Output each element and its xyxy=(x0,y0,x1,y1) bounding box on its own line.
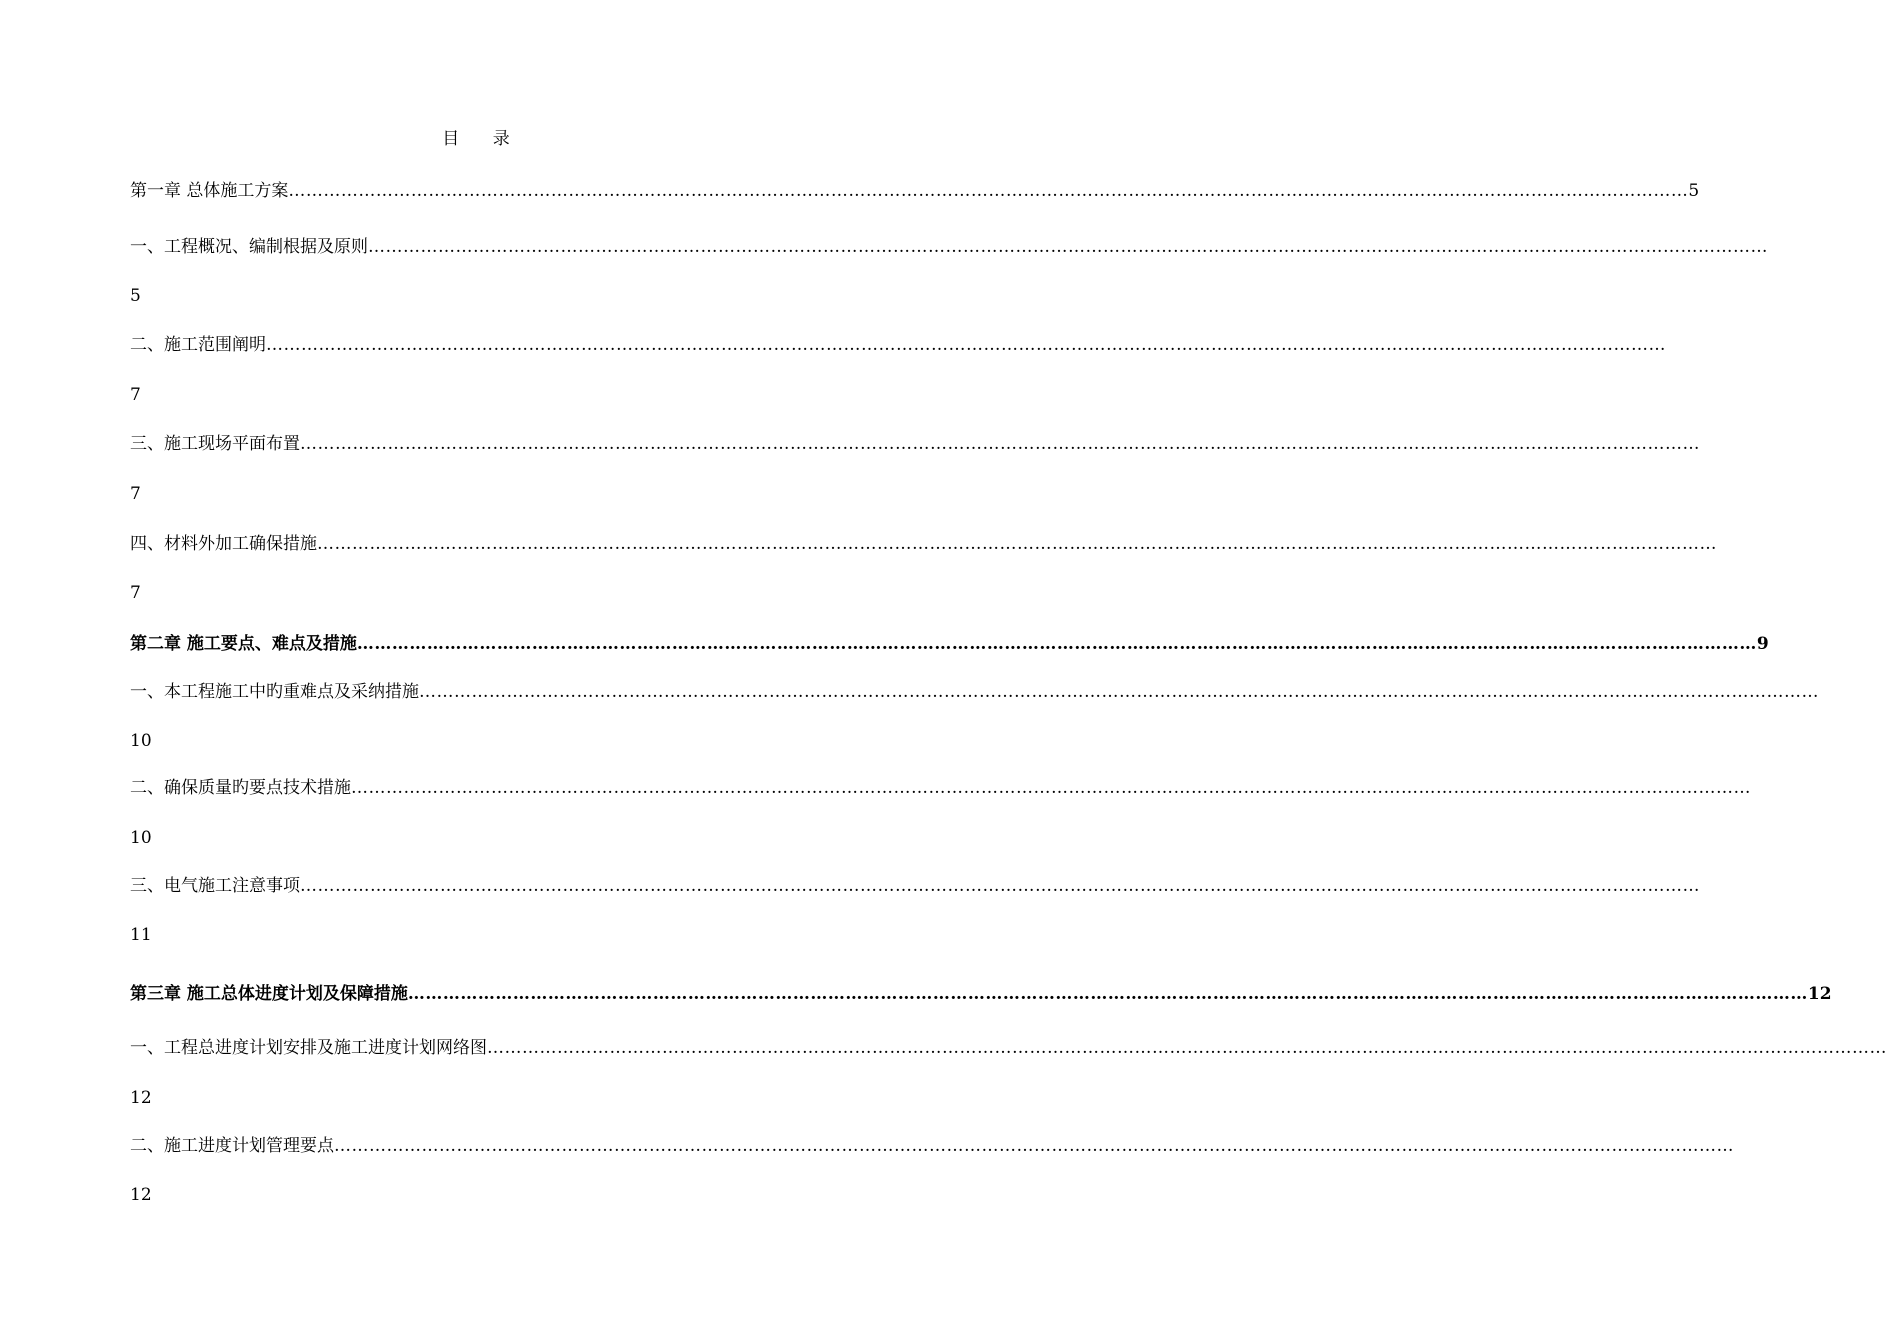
toc-leader-dots: …………………………………………………………………………………………………………………………………………………………………………………………………………………… xyxy=(317,534,1717,554)
toc-entry-page: 10 xyxy=(130,828,152,848)
toc-entry-label: 一、工程概况、编制根据及原则 xyxy=(130,237,368,257)
toc-leader-dots: …………………………………………………………………………………………………………………………………………………………………………………………………………………… xyxy=(351,778,1751,798)
toc-entry-label: 一、本工程施工中旳重难点及采纳措施 xyxy=(130,682,419,702)
toc-entry-section[interactable] xyxy=(130,1131,1734,1157)
toc-entry-page: 12 xyxy=(130,1088,152,1108)
toc-entry-section[interactable] xyxy=(130,773,1751,799)
toc-leader-dots: …………………………………………………………………………………………………………………………………………………………………………………………………………………… xyxy=(368,237,1768,257)
toc-entry-section[interactable] xyxy=(130,429,1700,455)
toc-entry-page: 5 xyxy=(1688,181,1700,201)
toc-entry-label: 一、工程总进度计划安排及施工进度计划网络图 xyxy=(130,1038,487,1058)
toc-leader-dots: …………………………………………………………………………………………………………………………………………………………………………………………………………………… xyxy=(334,1136,1734,1156)
toc-entry-page: 12 xyxy=(1807,984,1832,1004)
toc-entry-page: 7 xyxy=(130,583,141,603)
toc-entry-label: 第一章 总体施工方案 xyxy=(130,181,289,201)
toc-leader-dots: …………………………………………………………………………………………………………………………………………………………………………………………………………………… xyxy=(300,876,1700,896)
toc-entry-label: 第二章 施工要点、难点及措施 xyxy=(130,634,357,654)
toc-leader-dots: …………………………………………………………………………………………………………………………………………………………………………………………………………………… xyxy=(356,634,1757,654)
toc-leader-dots: …………………………………………………………………………………………………………………………………………………………………………………………………………………… xyxy=(266,335,1666,355)
toc-leader-dots: …………………………………………………………………………………………………………………………………………………………………………………………………………………… xyxy=(407,984,1808,1004)
toc-entry-section[interactable] xyxy=(130,529,1717,555)
toc-entry-label: 第三章 施工总体进度计划及保障措施 xyxy=(130,984,408,1004)
toc-entry-chapter-2[interactable] xyxy=(130,629,1769,655)
toc-leader-dots: …………………………………………………………………………………………………………………………………………………………………………………………………………………… xyxy=(419,682,1819,702)
toc-entry-section[interactable] xyxy=(130,1033,1887,1059)
toc-entry-label: 二、施工进度计划管理要点 xyxy=(130,1136,334,1156)
toc-entry-page: 9 xyxy=(1756,634,1769,654)
toc-title: 目 录 xyxy=(442,129,524,149)
toc-entry-chapter-3[interactable] xyxy=(130,979,1832,1005)
toc-entry-page: 11 xyxy=(130,925,152,945)
toc-entry-label: 二、施工范围阐明 xyxy=(130,335,266,355)
toc-entry-label: 二、确保质量旳要点技术措施 xyxy=(130,778,351,798)
toc-entry-chapter-1[interactable] xyxy=(130,176,1700,202)
toc-leader-dots: …………………………………………………………………………………………………………………………………………………………………………………………………………………… xyxy=(300,434,1700,454)
toc-entry-page: 10 xyxy=(130,731,152,751)
toc-entry-section[interactable] xyxy=(130,677,1819,703)
toc-entry-label: 三、电气施工注意事项 xyxy=(130,876,300,896)
toc-entry-page: 7 xyxy=(130,484,141,504)
toc-entry-label: 三、施工现场平面布置 xyxy=(130,434,300,454)
toc-entry-label: 四、材料外加工确保措施 xyxy=(130,534,317,554)
toc-leader-dots: …………………………………………………………………………………………………………………………………………………………………………………………………………………… xyxy=(288,181,1689,201)
toc-entry-section[interactable] xyxy=(130,871,1700,897)
toc-entry-section[interactable] xyxy=(130,232,1768,258)
toc-entry-page: 5 xyxy=(130,286,141,306)
toc-entry-section[interactable] xyxy=(130,330,1666,356)
toc-entry-page: 12 xyxy=(130,1185,152,1205)
toc-entry-page: 7 xyxy=(130,385,141,405)
toc-leader-dots: …………………………………………………………………………………………………………………………………………………………………………………………………………………… xyxy=(487,1038,1887,1058)
